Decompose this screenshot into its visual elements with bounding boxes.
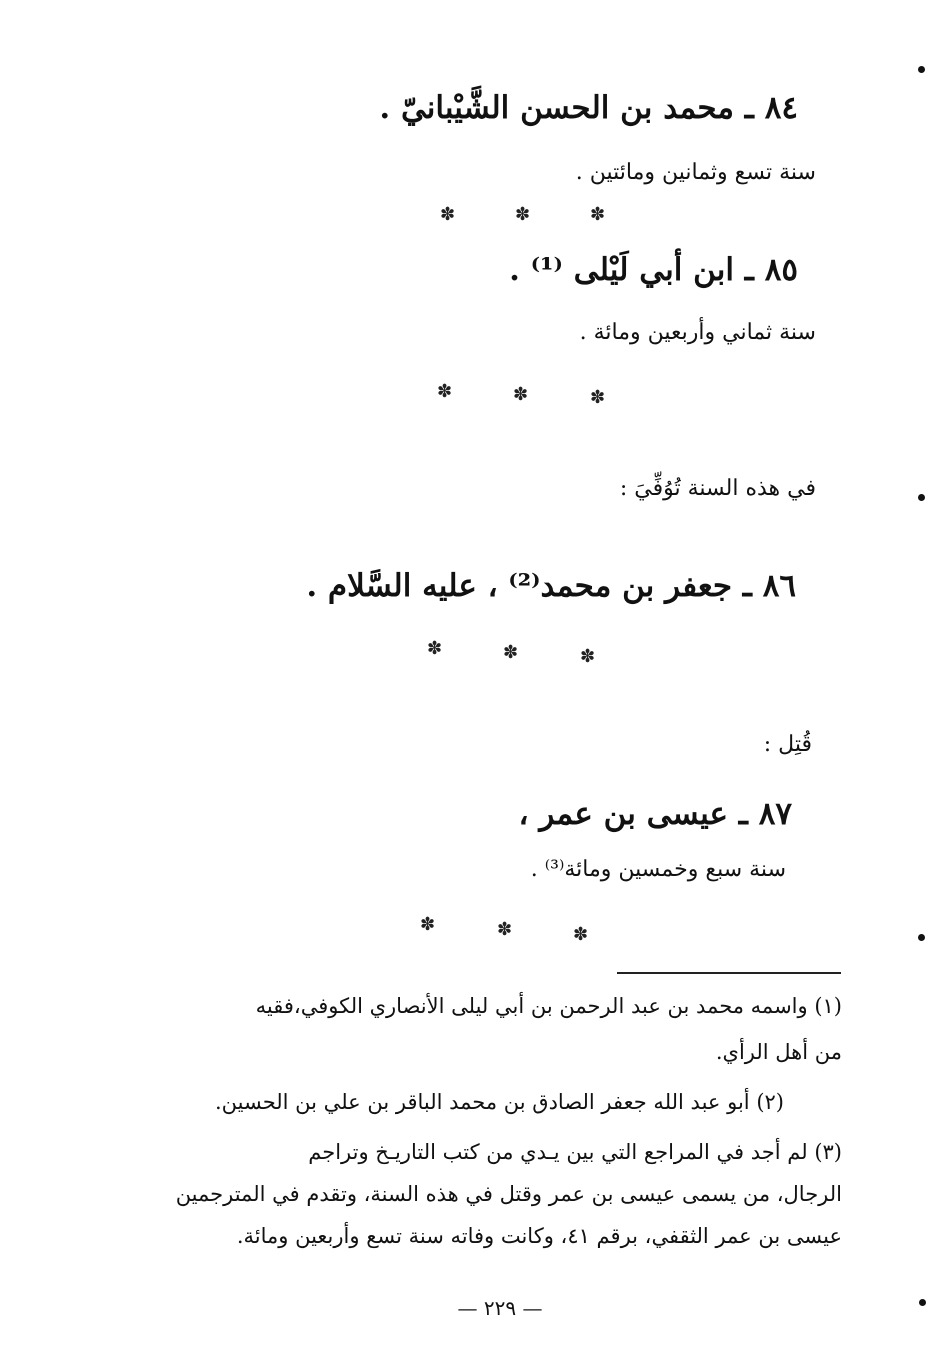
- section-died-heading: في هذه السنة تُوُفِّيَ :: [619, 476, 816, 501]
- star-mark: ✽: [580, 646, 596, 667]
- footnote-3-line-1: (٣) لم أجد في المراجع التي بين يـدي من كتب التاريـخ وتراجم: [308, 1140, 842, 1164]
- section-killed-heading: قُتِل :: [763, 732, 812, 757]
- scan-edge-mark: [918, 934, 925, 941]
- entry-87-heading: ٨٧ ـ عيسى بن عمر ،: [518, 796, 792, 832]
- page-number: — ٢٢٩ —: [457, 1296, 543, 1320]
- star-mark: ✽: [427, 638, 443, 659]
- star-mark: ✽: [437, 381, 453, 402]
- entry-86-heading: ٨٦ ـ جعفر بن محمد⁽²⁾ ، عليه السَّلام .: [306, 568, 796, 604]
- footnote-2-line-1: (٢) أبو عبد الله جعفر الصادق بن محمد الباقر بن علي بن الحسين.: [214, 1090, 784, 1114]
- scan-edge-mark: [918, 66, 925, 73]
- star-mark: ✽: [515, 204, 531, 225]
- star-mark: ✽: [590, 204, 606, 225]
- star-mark: ✽: [420, 914, 436, 935]
- star-mark: ✽: [503, 642, 519, 663]
- entry-85-note: سنة ثماني وأربعين ومائة .: [579, 320, 816, 345]
- footnote-3-line-2: الرجال، من يسمى عيسى بن عمر وقتل في هذه السنة، وتقدم في المترجمين: [175, 1182, 842, 1206]
- entry-85-heading: ٨٥ ـ ابن أبي لَيْلى ⁽¹⁾ .: [509, 252, 798, 288]
- star-mark: ✽: [513, 384, 529, 405]
- star-mark: ✽: [497, 919, 513, 940]
- footnote-1-line-2: من أهل الرأي.: [715, 1040, 842, 1064]
- footnote-1-line-1: (١) واسمه محمد بن عبد الرحمن بن أبي ليلى الأنصاري الكوفي،فقيه: [255, 994, 842, 1018]
- entry-87-note: سنة سبع وخمسين ومائة⁽³⁾ .: [530, 857, 786, 882]
- scan-edge-mark: [919, 1299, 926, 1306]
- entry-84-note: سنة تسع وثمانين ومائتين .: [575, 160, 816, 185]
- star-mark: ✽: [440, 204, 456, 225]
- star-mark: ✽: [573, 924, 589, 945]
- footnote-3-line-3: عيسى بن عمر الثقفي، برقم ٤١، وكانت وفاته سنة تسع وأربعين ومائة.: [236, 1224, 842, 1248]
- scan-edge-mark: [918, 494, 925, 501]
- star-mark: ✽: [590, 387, 606, 408]
- entry-84-heading: ٨٤ ـ محمد بن الحسن الشَّيْبانيّ .: [379, 90, 798, 126]
- footnote-separator-rule: [617, 972, 841, 974]
